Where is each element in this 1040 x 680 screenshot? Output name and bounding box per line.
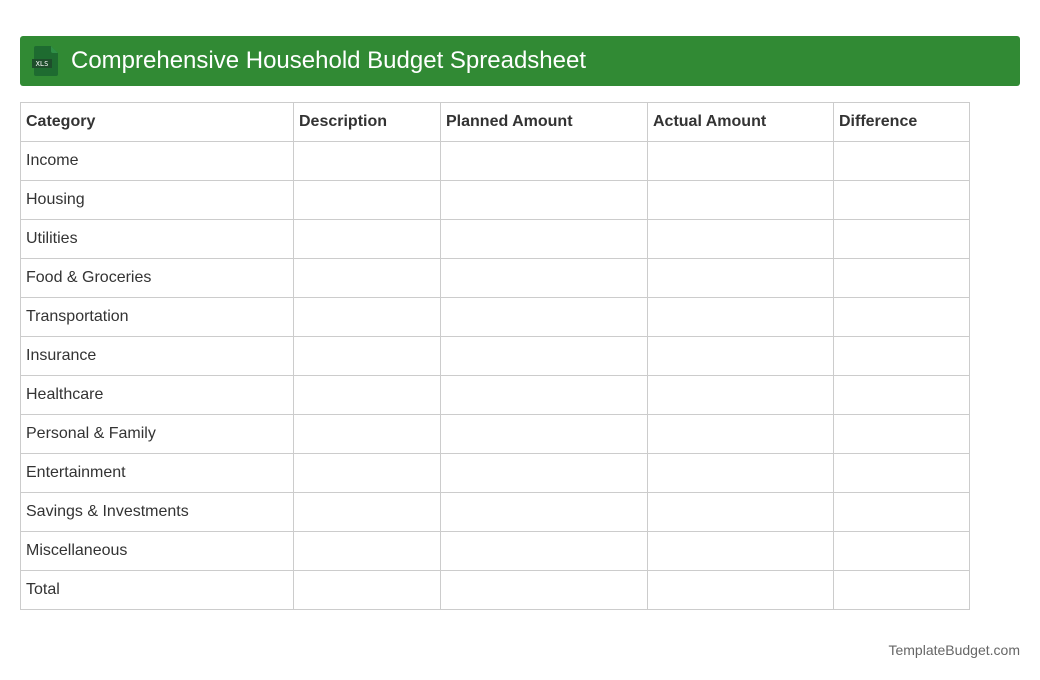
column-header: Actual Amount	[648, 103, 834, 142]
table-cell[interactable]	[441, 337, 648, 376]
budget-table	[20, 102, 970, 610]
category-cell: Healthcare	[21, 376, 294, 415]
table-cell[interactable]	[294, 142, 441, 181]
table-cell[interactable]	[648, 532, 834, 571]
table-row	[21, 181, 970, 220]
table-cell[interactable]	[648, 181, 834, 220]
table-cell[interactable]	[834, 415, 970, 454]
table-cell[interactable]	[648, 415, 834, 454]
column-header: Category	[21, 103, 294, 142]
table-cell[interactable]	[294, 337, 441, 376]
table-cell[interactable]	[834, 571, 970, 610]
category-cell: Savings & Investments	[21, 493, 294, 532]
table-cell[interactable]	[441, 571, 648, 610]
category-cell: Utilities	[21, 220, 294, 259]
table-cell[interactable]	[648, 376, 834, 415]
table-cell[interactable]	[834, 220, 970, 259]
table-row	[21, 259, 970, 298]
table-row	[21, 532, 970, 571]
table-cell[interactable]	[294, 415, 441, 454]
table-cell[interactable]	[294, 532, 441, 571]
column-header: Planned Amount	[441, 103, 648, 142]
table-cell[interactable]	[834, 337, 970, 376]
table-cell[interactable]	[834, 454, 970, 493]
table-cell[interactable]	[441, 298, 648, 337]
category-cell: Housing	[21, 181, 294, 220]
table-cell[interactable]	[834, 532, 970, 571]
table-cell[interactable]	[441, 142, 648, 181]
table-cell[interactable]	[834, 376, 970, 415]
table-row	[21, 376, 970, 415]
table-cell[interactable]	[294, 454, 441, 493]
table-cell[interactable]	[648, 220, 834, 259]
table-cell[interactable]	[441, 376, 648, 415]
category-cell: Personal & Family	[21, 415, 294, 454]
table-cell[interactable]	[648, 298, 834, 337]
category-cell: Total	[21, 571, 294, 610]
table-cell[interactable]	[648, 142, 834, 181]
table-cell[interactable]	[648, 259, 834, 298]
table-cell[interactable]	[834, 493, 970, 532]
table-cell[interactable]	[648, 493, 834, 532]
table-cell[interactable]	[834, 298, 970, 337]
table-cell[interactable]	[834, 259, 970, 298]
table-row	[21, 493, 970, 532]
table-cell[interactable]	[294, 181, 441, 220]
table-cell[interactable]	[441, 259, 648, 298]
table-row	[21, 415, 970, 454]
table-row	[21, 337, 970, 376]
table-cell[interactable]	[294, 376, 441, 415]
table-cell[interactable]	[648, 571, 834, 610]
table-cell[interactable]	[441, 181, 648, 220]
category-cell: Miscellaneous	[21, 532, 294, 571]
table-cell[interactable]	[294, 220, 441, 259]
table-cell[interactable]	[441, 493, 648, 532]
table-row	[21, 142, 970, 181]
category-cell: Transportation	[21, 298, 294, 337]
column-header: Difference	[834, 103, 970, 142]
table-cell[interactable]	[441, 532, 648, 571]
category-cell: Income	[21, 142, 294, 181]
table-cell[interactable]	[648, 337, 834, 376]
table-cell[interactable]	[294, 493, 441, 532]
column-header: Description	[294, 103, 441, 142]
table-cell[interactable]	[441, 415, 648, 454]
category-cell: Food & Groceries	[21, 259, 294, 298]
footer-brand: TemplateBudget.com	[888, 642, 1020, 658]
table-cell[interactable]	[294, 571, 441, 610]
table-cell[interactable]	[441, 220, 648, 259]
category-cell: Entertainment	[21, 454, 294, 493]
table-row	[21, 298, 970, 337]
table-row	[21, 220, 970, 259]
table-header-row	[21, 103, 970, 142]
table-body	[21, 142, 970, 610]
page-title: Comprehensive Household Budget Spreadsheet	[71, 47, 587, 74]
page-header	[20, 36, 1020, 86]
category-cell: Insurance	[21, 337, 294, 376]
table-cell[interactable]	[834, 142, 970, 181]
table-row	[21, 571, 970, 610]
table-cell[interactable]	[834, 181, 970, 220]
table-cell[interactable]	[441, 454, 648, 493]
table-cell[interactable]	[294, 298, 441, 337]
table-row	[21, 454, 970, 493]
svg-text:XLS: XLS	[35, 60, 49, 68]
xls-file-icon	[32, 46, 60, 76]
table-cell[interactable]	[294, 259, 441, 298]
table-cell[interactable]	[648, 454, 834, 493]
